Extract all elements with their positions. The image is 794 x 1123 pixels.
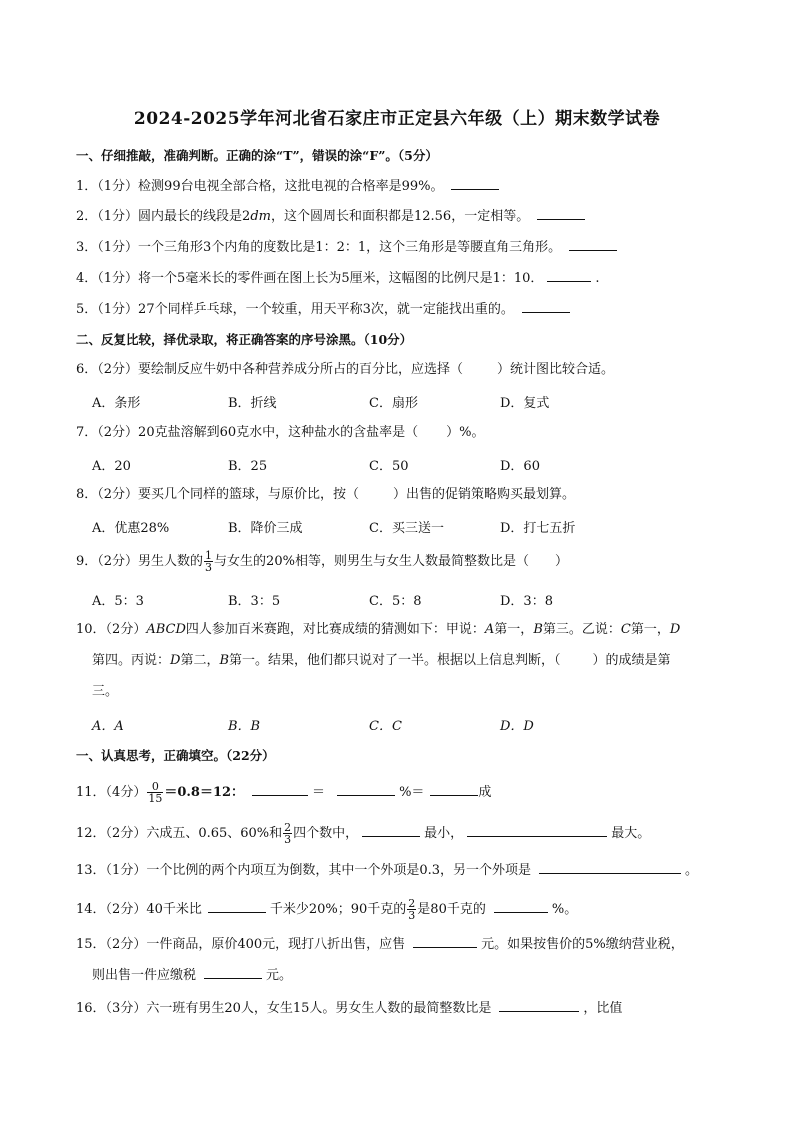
- question-10-text: 第一，: [630, 622, 670, 637]
- question-14-text: %。: [551, 902, 578, 917]
- question-4: [76, 268, 600, 288]
- question-12-text: 最大。: [611, 826, 651, 841]
- question-8-options: [92, 517, 712, 535]
- question-4-end: .: [595, 271, 600, 286]
- question-7-text: 7．（2分）20克盐溶解到60克水中，这种盐水的含盐率是（: [76, 425, 419, 440]
- question-10-text: 第一。结果，他们都只说对了一半。根据以上信息判断，（: [229, 653, 561, 668]
- question-2: [76, 206, 589, 226]
- question-2-text-cont: ，这个圆周长和面积都是12.56，一定相等。: [270, 209, 530, 224]
- option-c[interactable]: C．50: [369, 459, 409, 474]
- answer-blank[interactable]: [451, 176, 499, 190]
- option-b[interactable]: B．3：5: [228, 594, 281, 609]
- option-b[interactable]: B．折线: [228, 396, 277, 411]
- question-15-text: 15．（2分）一件商品，原价400元，现打八折出售，应售: [76, 937, 406, 952]
- answer-blank[interactable]: [547, 268, 591, 282]
- question-15-line-1: [76, 934, 684, 954]
- fraction-denominator: 3: [205, 561, 213, 574]
- question-8: [76, 486, 575, 504]
- question-9-text-end: ）: [554, 554, 568, 569]
- question-3: [76, 237, 621, 257]
- unit-dm: dm: [250, 209, 271, 224]
- question-14-text: 是80千克的: [417, 902, 486, 917]
- var-abcd: ABCD: [146, 622, 186, 637]
- question-10-number: 10．（2分）: [76, 622, 147, 637]
- answer-blank[interactable]: [569, 237, 617, 251]
- option-d[interactable]: D．复式: [500, 396, 550, 411]
- var-d: D: [170, 653, 181, 668]
- answer-blank[interactable]: [539, 860, 681, 874]
- question-10-line-1: [76, 621, 680, 639]
- option-c[interactable]: C．5：8: [369, 594, 422, 609]
- fraction-two-thirds: [283, 822, 292, 845]
- question-11-text: %＝: [399, 785, 425, 800]
- answer-blank[interactable]: [494, 899, 548, 913]
- option-c[interactable]: C．扇形: [369, 396, 418, 411]
- answer-blank[interactable]: [362, 823, 420, 837]
- question-7: [76, 424, 485, 442]
- question-15-text: 元。如果按售价的5%缴纳营业税，: [481, 937, 684, 952]
- fraction-one-third: [204, 550, 213, 573]
- fraction-blank-over-15: [147, 781, 163, 804]
- question-10-text: 第二，: [180, 653, 220, 668]
- option-a[interactable]: A．优惠28%: [92, 521, 170, 536]
- question-11-text: ＝: [312, 785, 326, 800]
- question-13-text: 。: [685, 863, 699, 878]
- question-7-options: [92, 455, 712, 473]
- option-a[interactable]: A．5：3: [92, 594, 144, 609]
- question-14-text: 千米少20%；90千克的: [269, 902, 407, 917]
- question-12-text: 12．（2分）六成五、0.65、60%和: [76, 826, 283, 841]
- question-15-line-2: [92, 965, 292, 985]
- question-10-text: 第四。丙说：: [92, 653, 171, 668]
- question-10-options: [92, 715, 712, 733]
- var-b: B: [219, 653, 230, 668]
- section-1-heading: 一、仔细推敲，准确判断。正确的涂“T”，错误的涂“F”。（5分）: [76, 148, 438, 163]
- option-a[interactable]: A．A: [92, 719, 124, 734]
- answer-blank[interactable]: [537, 206, 585, 220]
- answer-blank[interactable]: [413, 934, 477, 948]
- question-6: [76, 361, 614, 379]
- var-d: D: [669, 622, 681, 637]
- answer-blank[interactable]: [208, 899, 266, 913]
- question-9-text-cont: 与女生的20%相等，则男生与女生人数最简整数比是（: [214, 554, 529, 569]
- question-10-text: 四人参加百米赛跑，对比赛成绩的猜测如下：甲说：: [185, 622, 485, 637]
- question-11-text: 成: [478, 785, 492, 800]
- answer-blank[interactable]: [522, 299, 570, 313]
- question-11: [76, 781, 491, 804]
- question-14: [76, 898, 577, 921]
- question-13-text: 13．（1分）一个比例的两个内项互为倒数，其中一个外项是0.3，另一个外项是: [76, 863, 531, 878]
- question-10-text: 第三。乙说：: [542, 622, 621, 637]
- question-11-number: 11．（4分）: [76, 785, 147, 800]
- option-d[interactable]: D．60: [500, 459, 540, 474]
- option-b[interactable]: B．降价三成: [228, 521, 303, 536]
- fraction-numerator: 1: [205, 549, 213, 562]
- question-10-line-3: 三。: [92, 684, 119, 699]
- question-14-text: 14．（2分）40千米比: [76, 902, 202, 917]
- fraction-numerator: 2: [408, 897, 416, 910]
- question-2-text: 2．（1分）圆内最长的线段是2: [76, 209, 251, 224]
- question-10-text: 第一，: [494, 622, 534, 637]
- answer-blank[interactable]: [252, 782, 308, 796]
- question-9-options: [92, 590, 712, 608]
- answer-blank[interactable]: [467, 823, 607, 837]
- option-d[interactable]: D．3：8: [500, 594, 553, 609]
- question-10-line-2: [92, 652, 671, 670]
- answer-blank[interactable]: [499, 998, 579, 1012]
- var-b: B: [533, 622, 543, 637]
- question-12: [76, 822, 650, 845]
- answer-blank[interactable]: [204, 965, 262, 979]
- fraction-two-thirds: [407, 898, 416, 921]
- question-10-text: ）的成绩是第: [592, 653, 671, 668]
- question-1: [76, 176, 503, 196]
- question-16: [76, 998, 622, 1018]
- question-6-text: 6．（2分）要绘制反应牛奶中各种营养成分所占的百分比，应选择（: [76, 362, 464, 377]
- question-11-text: ＝0.8＝12：: [164, 785, 245, 800]
- option-a[interactable]: A．条形: [92, 396, 141, 411]
- option-d[interactable]: D．D: [500, 719, 534, 734]
- answer-blank[interactable]: [337, 782, 395, 796]
- question-8-text: 8．（2分）要买几个同样的篮球，与原价比，按（: [76, 487, 360, 502]
- fraction-denominator: 3: [284, 833, 292, 846]
- question-9: [76, 550, 568, 573]
- question-9-text: 9．（2分）男生人数的: [76, 554, 204, 569]
- question-12-text: 四个数中，: [293, 826, 359, 841]
- question-16-text: 16．（3分）六一班有男生20人，女生15人。男女生人数的最简整数比是: [76, 1001, 492, 1016]
- question-4-text: 4．（1分）将一个5毫米长的零件画在图上长为5厘米，这幅图的比例尺是1：10．: [76, 271, 544, 286]
- question-16-text: ，比值: [583, 1001, 623, 1016]
- question-15-text: 元。: [266, 968, 293, 983]
- option-b[interactable]: B．25: [228, 459, 268, 474]
- question-8-text-cont: ）出售的促销策略购买最划算。: [393, 487, 576, 502]
- var-c: C: [620, 622, 631, 637]
- var-a: A: [484, 622, 495, 637]
- fraction-denominator: 15: [148, 792, 163, 805]
- section-2-heading: 二、反复比较，择优录取，将正确答案的序号涂黑。（10分）: [76, 332, 413, 347]
- fraction-denominator: 3: [408, 909, 416, 922]
- answer-blank[interactable]: [430, 782, 478, 796]
- question-6-options: [92, 392, 712, 410]
- section-3-heading: 一、认真思考，正确填空。（22分）: [76, 748, 275, 763]
- question-15-text: 则出售一件应缴税: [92, 968, 197, 983]
- page-title: 2024-2025学年河北省石家庄市正定县六年级（上）期末数学试卷: [133, 109, 661, 129]
- option-a[interactable]: A．20: [92, 459, 131, 474]
- question-5: [76, 299, 574, 319]
- option-c[interactable]: C．买三送一: [369, 521, 444, 536]
- question-6-text-cont: ）统计图比较合适。: [497, 362, 615, 377]
- question-5-text: 5．（1分）27个同样乒乓球，一个较重，用天平称3次，就一定能找出重的。: [76, 302, 514, 317]
- option-c[interactable]: C．C: [369, 719, 402, 734]
- question-1-text: 1．（1分）检测99台电视全部合格，这批电视的合格率是99%。: [76, 179, 444, 194]
- fraction-numerator: 0: [147, 781, 163, 793]
- option-d[interactable]: D．打七五折: [500, 521, 576, 536]
- question-7-text-cont: ）%。: [446, 425, 485, 440]
- question-3-text: 3．（1分）一个三角形3个内角的度数比是1：2：1，这个三角形是等腰直角三角形。: [76, 240, 562, 255]
- option-b[interactable]: B．B: [228, 719, 261, 734]
- question-13: [76, 860, 698, 880]
- question-12-text: 最小，: [424, 826, 464, 841]
- fraction-numerator: 2: [284, 821, 292, 834]
